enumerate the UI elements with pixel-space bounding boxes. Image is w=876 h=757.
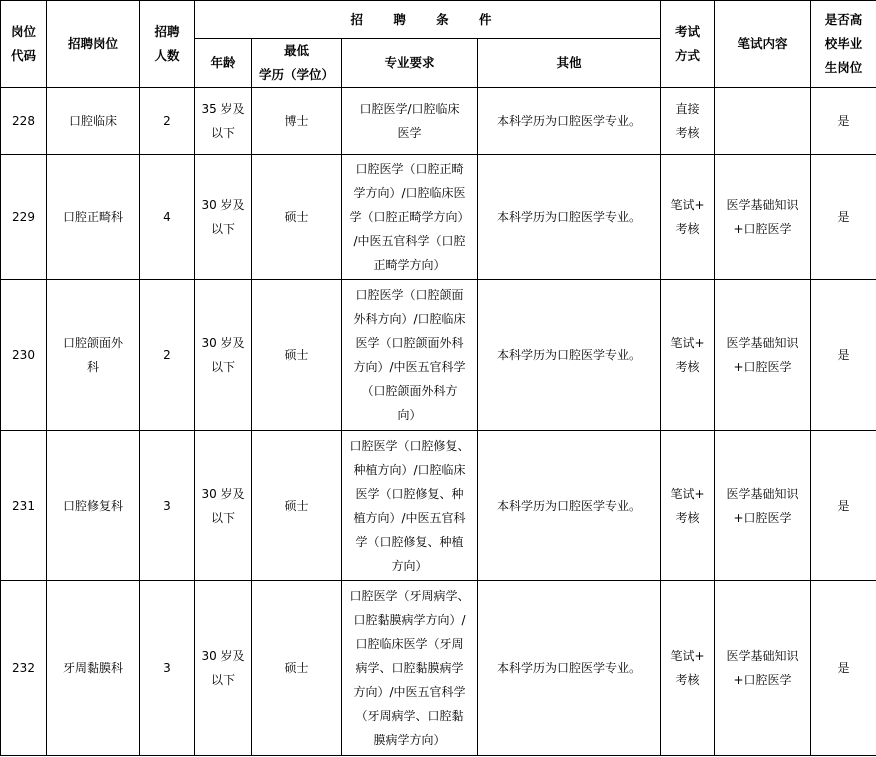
header-graduate: 是否高 校毕业 生岗位: [811, 1, 876, 88]
header-major: 专业要求: [342, 39, 478, 88]
cell-major: 口腔医学（口腔正畸 学方向）/口腔临床医 学（口腔正畸学方向） /中医五官科学（口腔 正畸学方向）: [342, 155, 478, 280]
header-conditions: 招 聘 条 件: [195, 1, 661, 39]
cell-other: 本科学历为口腔医学专业。: [478, 88, 661, 155]
cell-written-content: [715, 88, 811, 155]
cell-written-content: 医学基础知识 +口腔医学: [715, 581, 811, 756]
table-row: [1, 581, 876, 756]
cell-code: 228: [1, 88, 47, 155]
cell-major: 口腔医学（口腔颌面 外科方向）/口腔临床 医学（口腔颌面外科 方向）/中医五官科学 （口腔颌面外科方 向）: [342, 280, 478, 431]
cell-position: 口腔修复科: [47, 431, 140, 581]
cell-count: 2: [140, 88, 195, 155]
header-age: 年龄: [195, 39, 252, 88]
cell-education: 硕士: [252, 155, 342, 280]
cell-age: 30 岁及 以下: [195, 581, 252, 756]
cell-education: 硕士: [252, 431, 342, 581]
table-row: [1, 280, 876, 431]
cell-position: 口腔临床: [47, 88, 140, 155]
cell-code: 229: [1, 155, 47, 280]
cell-major: 口腔医学（口腔修复、 种植方向）/口腔临床 医学（口腔修复、种 植方向）/中医五官科 学（口腔修复、种植 方向）: [342, 431, 478, 581]
cell-code: 232: [1, 581, 47, 756]
header-education: 最低 学历（学位）: [252, 39, 342, 88]
header-count: 招聘 人数: [140, 1, 195, 88]
table-row: [1, 88, 876, 155]
cell-age: 30 岁及 以下: [195, 280, 252, 431]
header-exam-method: 考试 方式: [661, 1, 715, 88]
cell-other: 本科学历为口腔医学专业。: [478, 280, 661, 431]
cell-position: 口腔颌面外 科: [47, 280, 140, 431]
header-written-content: 笔试内容: [715, 1, 811, 88]
cell-exam-method: 直接 考核: [661, 88, 715, 155]
cell-exam-method: 笔试+ 考核: [661, 581, 715, 756]
header-position: 招聘岗位: [47, 1, 140, 88]
cell-position: 口腔正畸科: [47, 155, 140, 280]
cell-written-content: 医学基础知识 +口腔医学: [715, 155, 811, 280]
cell-other: 本科学历为口腔医学专业。: [478, 431, 661, 581]
cell-written-content: 医学基础知识 +口腔医学: [715, 431, 811, 581]
cell-graduate: 是: [811, 280, 876, 431]
cell-graduate: 是: [811, 88, 876, 155]
cell-exam-method: 笔试+ 考核: [661, 280, 715, 431]
table-row: [1, 431, 876, 581]
cell-education: 硕士: [252, 581, 342, 756]
cell-age: 35 岁及 以下: [195, 88, 252, 155]
cell-major: 口腔医学（牙周病学、 口腔黏膜病学方向）/ 口腔临床医学（牙周 病学、口腔黏膜病学 方向）/中医五官科学 （牙周病学、口腔黏 膜病学方向）: [342, 581, 478, 756]
cell-major: 口腔医学/口腔临床 医学: [342, 88, 478, 155]
header-code: 岗位 代码: [1, 1, 47, 88]
cell-education: 博士: [252, 88, 342, 155]
cell-education: 硕士: [252, 280, 342, 431]
cell-other: 本科学历为口腔医学专业。: [478, 155, 661, 280]
cell-other: 本科学历为口腔医学专业。: [478, 581, 661, 756]
cell-written-content: 医学基础知识 +口腔医学: [715, 280, 811, 431]
header-other: 其他: [478, 39, 661, 88]
table-row: [1, 155, 876, 280]
cell-count: 3: [140, 581, 195, 756]
cell-count: 3: [140, 431, 195, 581]
cell-graduate: 是: [811, 431, 876, 581]
cell-exam-method: 笔试+ 考核: [661, 431, 715, 581]
header-row-top: [1, 1, 876, 39]
cell-exam-method: 笔试+ 考核: [661, 155, 715, 280]
cell-position: 牙周黏膜科: [47, 581, 140, 756]
cell-count: 4: [140, 155, 195, 280]
cell-code: 230: [1, 280, 47, 431]
cell-age: 30 岁及 以下: [195, 155, 252, 280]
cell-code: 231: [1, 431, 47, 581]
cell-count: 2: [140, 280, 195, 431]
cell-graduate: 是: [811, 581, 876, 756]
cell-age: 30 岁及 以下: [195, 431, 252, 581]
cell-graduate: 是: [811, 155, 876, 280]
